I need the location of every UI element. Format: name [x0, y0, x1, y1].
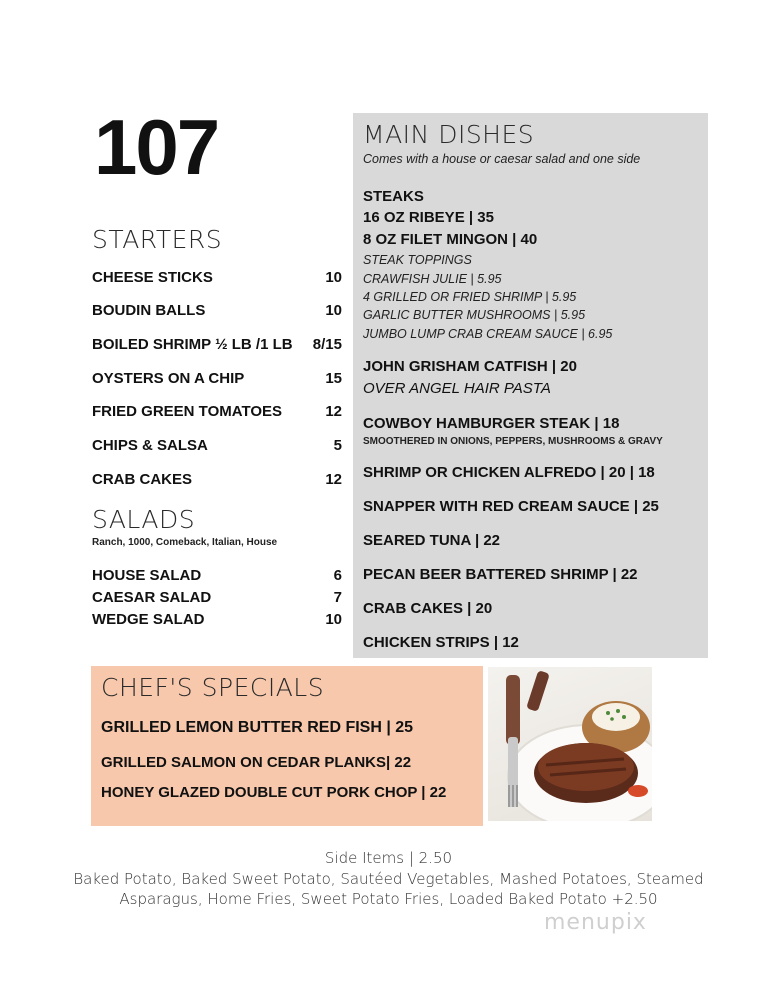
main-dishes-note: Comes with a house or caesar salad and one side [363, 152, 641, 166]
item-price: 6 [333, 567, 342, 584]
menu-item [92, 437, 342, 454]
side-items-line: Baked Potato, Baked Sweet Potato, Sautéed Vegetables, Mashed Potatoes, Steamed [73, 870, 704, 888]
item-name: FRIED GREEN TOMATOES [92, 403, 283, 420]
menu-item: SNAPPER WITH RED CREAM SAUCE | 25 [363, 498, 659, 515]
topping-item: JUMBO LUMP CRAB CREAM SAUCE | 6.95 [363, 327, 613, 341]
item-price: 8/15 [312, 336, 342, 353]
topping-item: GARLIC BUTTER MUSHROOMS | 5.95 [363, 308, 586, 322]
item-name: CHIPS & SALSA [92, 437, 208, 454]
main-dishes-heading: MAIN DISHES [363, 120, 535, 149]
menu-item [92, 302, 342, 319]
item-name: CRAB CAKES [92, 471, 193, 488]
menu-item: SHRIMP OR CHICKEN ALFREDO | 20 | 18 [363, 464, 655, 481]
watermark: menupix [544, 910, 647, 935]
item-price: 10 [325, 611, 342, 628]
menu-item [92, 370, 342, 387]
salads-heading: SALADS [92, 505, 196, 534]
steaks-label: STEAKS [363, 188, 424, 205]
steak-toppings-label: STEAK TOPPINGS [363, 253, 472, 267]
menu-item [92, 269, 342, 286]
restaurant-name: 107 [94, 103, 219, 191]
chefs-specials-heading: CHEF'S SPECIALS [101, 673, 325, 702]
item-price: 7 [333, 589, 342, 606]
side-items-line: Asparagus, Home Fries, Sweet Potato Fries, Loaded Baked Potato +2.50 [119, 890, 658, 908]
item-name: WEDGE SALAD [92, 611, 205, 628]
menu-item [92, 567, 342, 584]
menu-item: GRILLED SALMON ON CEDAR PLANKS| 22 [101, 754, 412, 771]
menu-item [92, 471, 342, 488]
item-name: CAESAR SALAD [92, 589, 212, 606]
item-price: 12 [325, 403, 342, 420]
item-name: OYSTERS ON A CHIP [92, 370, 245, 387]
item-price: 10 [325, 302, 342, 319]
menu-item: SEARED TUNA | 22 [363, 532, 500, 549]
item-name: BOILED SHRIMP ½ LB /1 LB [92, 336, 293, 353]
menu-item: GRILLED LEMON BUTTER RED FISH | 25 [101, 719, 414, 736]
menu-item [92, 403, 342, 420]
topping-item: CRAWFISH JULIE | 5.95 [363, 272, 502, 286]
menu-item: CRAB CAKES | 20 [363, 600, 493, 617]
starters-heading: STARTERS [92, 225, 223, 254]
side-items-heading: Side Items | 2.50 [324, 849, 453, 867]
item-name: HOUSE SALAD [92, 567, 202, 584]
item-name: BOUDIN BALLS [92, 302, 206, 319]
topping-item: 4 GRILLED OR FRIED SHRIMP | 5.95 [363, 290, 577, 304]
menu-item: PECAN BEER BATTERED SHRIMP | 22 [363, 566, 638, 583]
menu-item: 16 OZ RIBEYE | 35 [363, 209, 494, 226]
item-price: 10 [325, 269, 342, 286]
item-note: OVER ANGEL HAIR PASTA [363, 380, 551, 397]
steak-photo [488, 667, 652, 821]
menu-item: JOHN GRISHAM CATFISH | 20 [363, 358, 577, 375]
menu-item [92, 589, 342, 606]
item-note: SMOOTHERED IN ONIONS, PEPPERS, MUSHROOMS & GRAVY [363, 436, 663, 447]
menu-item: CHICKEN STRIPS | 12 [363, 634, 519, 651]
menu-item: 8 OZ FILET MINGON | 40 [363, 231, 538, 248]
salad-dressings: Ranch, 1000, Comeback, Italian, House [92, 537, 278, 548]
menu-item [92, 336, 342, 353]
item-price: 5 [333, 437, 342, 454]
item-price: 15 [325, 370, 342, 387]
item-name: CHEESE STICKS [92, 269, 213, 286]
item-price: 12 [325, 471, 342, 488]
menu-item: COWBOY HAMBURGER STEAK | 18 [363, 415, 620, 432]
menu-item [92, 611, 342, 628]
menu-item: HONEY GLAZED DOUBLE CUT PORK CHOP | 22 [101, 784, 447, 801]
